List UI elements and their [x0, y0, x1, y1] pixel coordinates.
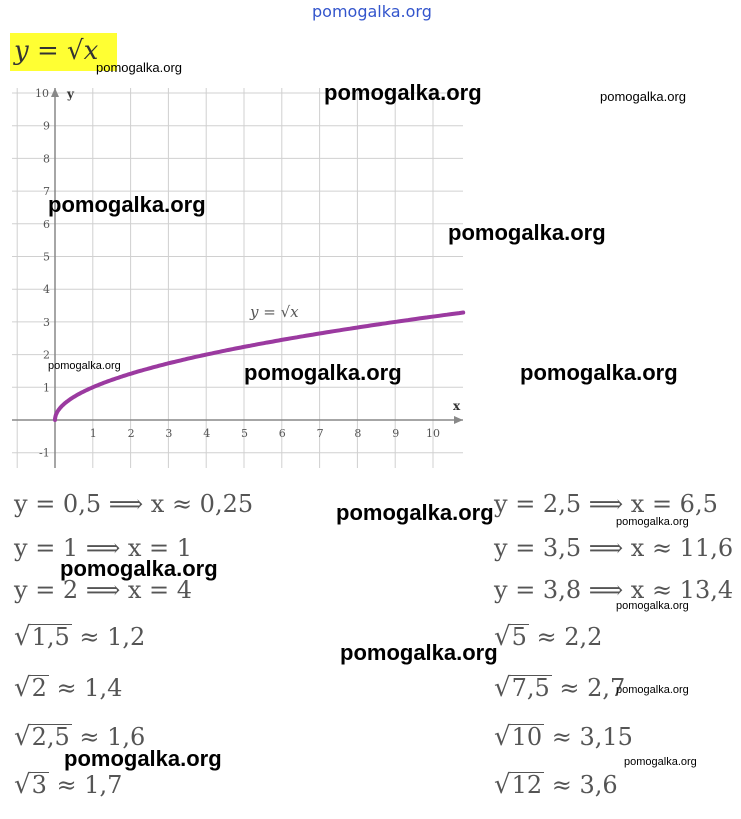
implies-arrow: ⟹	[588, 534, 624, 562]
sqrt-sign: √	[494, 622, 511, 652]
root-left-3	[14, 770, 122, 800]
watermark: pomogalka.org	[336, 500, 494, 525]
sqrt-sign: √	[14, 770, 31, 800]
x-tick-label: 4	[203, 427, 211, 440]
eq-right-0	[494, 490, 718, 518]
x-tick-label: 9	[392, 427, 400, 440]
eq-lhs: y = 0,5	[14, 490, 102, 518]
root-value: ≈ 3,6	[551, 771, 618, 799]
eq-rhs: x = 4	[127, 576, 193, 604]
y-axis-label: y	[67, 87, 74, 101]
eq-rhs: x = 6,5	[630, 490, 718, 518]
sqrt-graph	[0, 80, 470, 475]
sqrt-sign: √	[494, 722, 511, 752]
sqrt-sign: √	[494, 673, 511, 703]
root-value: ≈ 3,15	[551, 723, 633, 751]
sqrt-sign: √	[14, 622, 31, 652]
watermark: pomogalka.org	[616, 600, 689, 612]
implies-arrow: ⟹	[588, 490, 624, 518]
radicand: 12	[511, 771, 543, 799]
eq-rhs: x ≈ 0,25	[150, 490, 254, 518]
x-tick-label: 5	[241, 427, 248, 440]
sqrt-sign: √	[494, 770, 511, 800]
implies-arrow: ⟹	[85, 576, 121, 604]
root-right-2	[494, 722, 633, 752]
formula-title: y = √x	[14, 36, 99, 66]
y-tick-label: 8	[43, 152, 50, 166]
watermark: pomogalka.org	[340, 640, 498, 665]
y-tick-label: 4	[43, 283, 50, 297]
implies-arrow: ⟹	[85, 534, 121, 562]
watermark: pomogalka.org	[324, 80, 482, 105]
root-value: ≈ 1,2	[79, 623, 146, 651]
radicand: 1,5	[31, 623, 70, 651]
implies-arrow: ⟹	[588, 576, 624, 604]
eq-lhs: y = 2,5	[494, 490, 582, 518]
root-left-1	[14, 673, 122, 703]
y-tick-label: 5	[43, 250, 50, 264]
y-tick-label: 7	[43, 185, 50, 199]
y-tick-label: 2	[43, 348, 50, 362]
y-tick-label: 9	[43, 119, 50, 133]
root-right-3	[494, 770, 618, 800]
sqrt-sign: √	[14, 722, 31, 752]
watermark: pomogalka.org	[616, 684, 689, 696]
root-right-1	[494, 673, 625, 703]
eq-lhs: y = 2	[14, 576, 79, 604]
eq-lhs: y = 1	[14, 534, 79, 562]
watermark: pomogalka.org	[600, 89, 686, 104]
x-tick-label: 2	[127, 427, 135, 440]
watermark: pomogalka.org	[64, 746, 222, 771]
eq-rhs: x = 1	[127, 534, 193, 562]
y-tick-label: 1	[43, 381, 50, 395]
eq-left-0	[14, 490, 253, 518]
radicand: 7,5	[511, 674, 550, 702]
watermark: pomogalka.org	[60, 556, 218, 581]
radicand: 5	[511, 623, 527, 651]
root-value: ≈ 1,6	[79, 723, 146, 751]
radicand: 2	[31, 674, 47, 702]
top-watermark: pomogalka.org	[312, 2, 432, 21]
watermark: pomogalka.org	[48, 360, 121, 372]
root-value: ≈ 1,7	[56, 771, 123, 799]
y-tick-label: 3	[43, 315, 50, 329]
watermark: pomogalka.org	[244, 360, 402, 385]
eq-right-1	[494, 534, 733, 562]
x-tick-label: 3	[165, 427, 173, 440]
eq-rhs: x ≈ 11,6	[630, 534, 734, 562]
watermark: pomogalka.org	[96, 60, 182, 75]
radicand: 2,5	[31, 723, 70, 751]
x-tick-label: 7	[316, 427, 324, 440]
radicand: 10	[511, 723, 543, 751]
eq-lhs: y = 3,8	[494, 576, 582, 604]
watermark: pomogalka.org	[48, 192, 206, 217]
watermark: pomogalka.org	[448, 220, 606, 245]
x-axis-arrow-icon	[454, 416, 463, 424]
root-left-0	[14, 622, 145, 652]
curve-label: y = √x	[250, 303, 299, 321]
root-value: ≈ 2,7	[559, 674, 626, 702]
y-tick-label: 10	[35, 87, 49, 100]
watermark: pomogalka.org	[520, 360, 678, 385]
x-axis-label: x	[453, 399, 461, 413]
eq-right-2	[494, 576, 733, 604]
implies-arrow: ⟹	[108, 490, 144, 518]
x-tick-label: 1	[89, 427, 97, 440]
y-tick-label: 6	[43, 217, 50, 231]
sqrt-sign: √	[14, 673, 31, 703]
x-tick-label: 10	[426, 427, 440, 440]
y-tick-label: -1	[39, 446, 50, 460]
root-value: ≈ 2,2	[536, 623, 603, 651]
radicand: 3	[31, 771, 47, 799]
x-tick-label: 6	[278, 427, 286, 440]
x-tick-label: 8	[354, 427, 362, 440]
root-value: ≈ 1,4	[56, 674, 123, 702]
root-right-0	[494, 622, 602, 652]
eq-lhs: y = 3,5	[494, 534, 582, 562]
eq-rhs: x ≈ 13,4	[630, 576, 734, 604]
watermark: pomogalka.org	[624, 756, 697, 768]
watermark: pomogalka.org	[616, 516, 689, 528]
